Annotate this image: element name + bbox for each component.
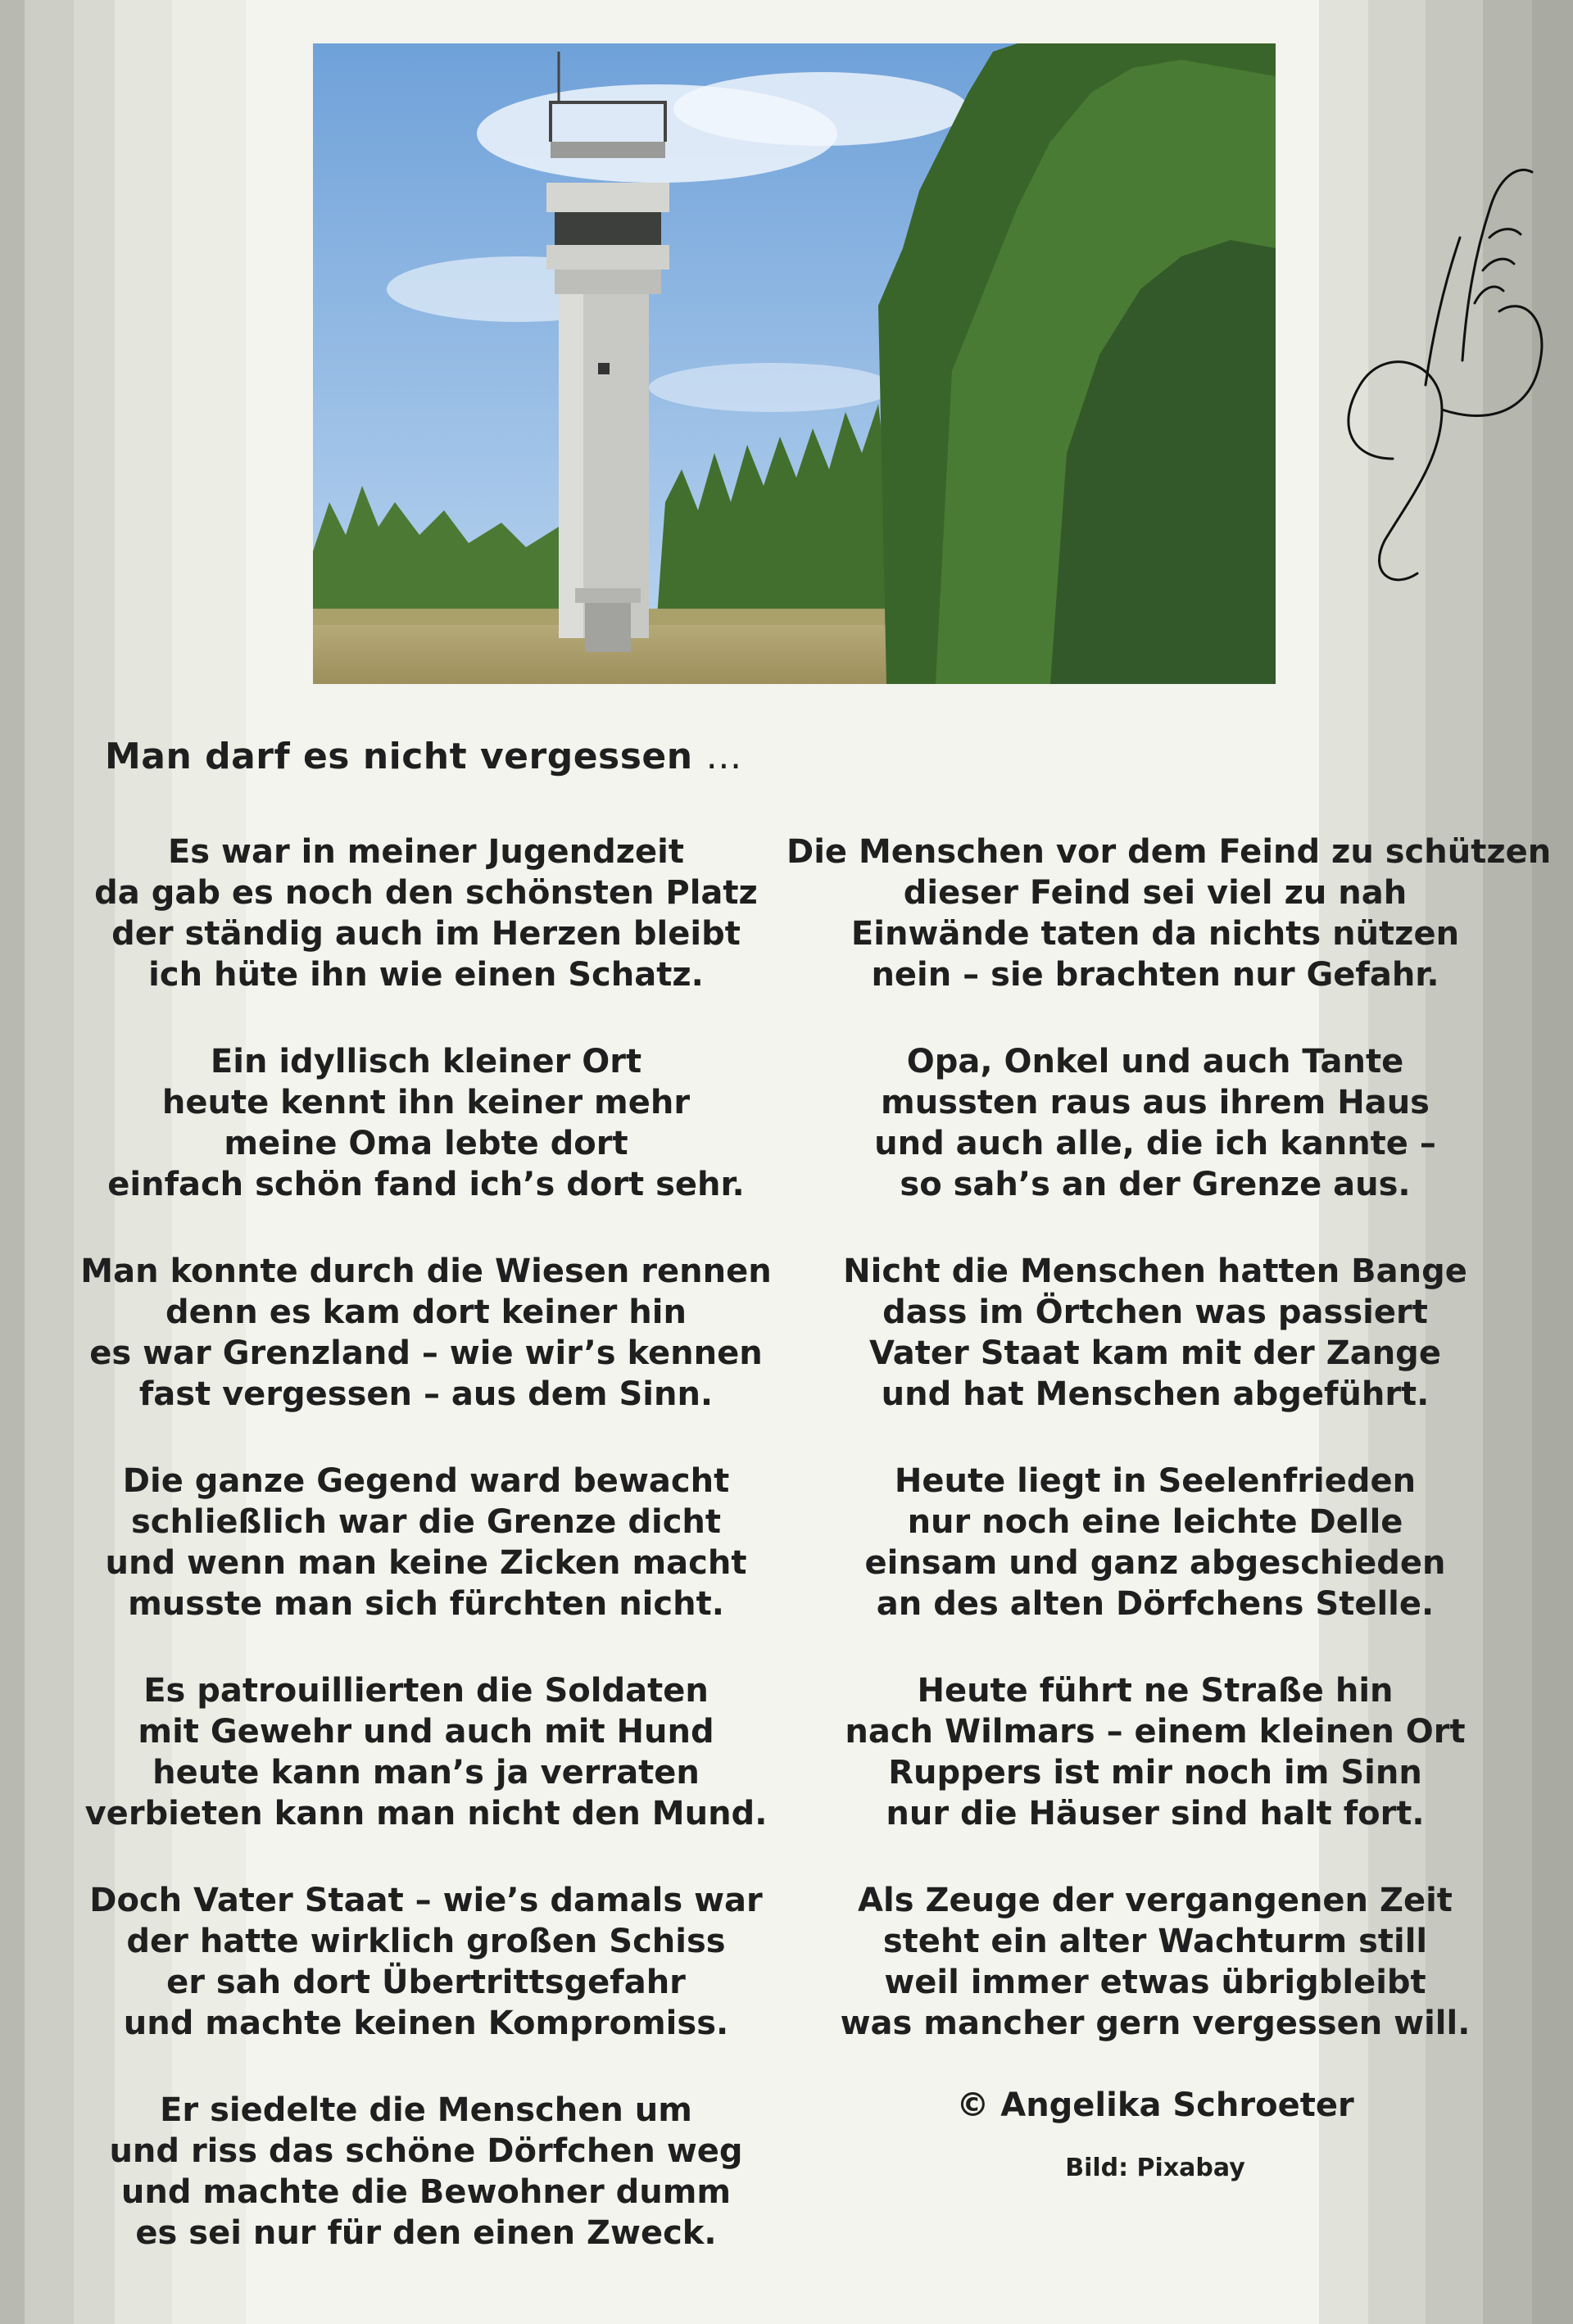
poem-line: und hat Menschen abgeführt. (881, 1375, 1430, 1413)
poem-line: meine Oma lebte dort (224, 1125, 628, 1162)
poem-line: Heute liegt in Seelenfrieden (894, 1462, 1417, 1500)
poem-line: so sah’s an der Grenze aus. (900, 1166, 1411, 1203)
poem-left-column (57, 831, 795, 2299)
poem-title (105, 736, 742, 777)
poem-line: Vater Staat kam mit der Zange (869, 1334, 1441, 1372)
poem-line: und machte die Bewohner dumm (120, 2173, 732, 2211)
poem-line: da gab es noch den schönsten Platz (94, 874, 758, 912)
poem-title-text: Man darf es nicht vergessen (105, 736, 693, 777)
poem-stanza (57, 1461, 795, 1624)
poem-line: ich hüte ihn wie einen Schatz. (148, 956, 704, 994)
poem-stanza (57, 1670, 795, 1834)
poem-stanza (57, 1251, 795, 1415)
poem-line: es sei nur für den einen Zweck. (135, 2214, 717, 2252)
poem-line: Als Zeuge der vergangenen Zeit (858, 1882, 1453, 1919)
poem-line: heute kennt ihn keiner mehr (161, 1084, 691, 1121)
poem-line: Ruppers ist mir noch im Sinn (888, 1754, 1422, 1792)
poem-line: nur die Häuser sind halt fort. (886, 1795, 1425, 1832)
poem-line: der ständig auch im Herzen bleibt (111, 915, 741, 953)
poem-line: Er siedelte die Menschen um (160, 2091, 692, 2129)
poem-line: Einwände taten da nichts nützen (850, 915, 1460, 953)
poem-line: und wenn man keine Zicken macht (105, 1544, 747, 1582)
poem-stanza (57, 1041, 795, 1205)
poem-stanza (786, 1670, 1524, 1834)
watchtower-photo (313, 43, 1276, 684)
poem-stanza (786, 1461, 1524, 1624)
poem-line: an des alten Dörfchens Stelle. (876, 1585, 1435, 1623)
poem-line: Es war in meiner Jugendzeit (167, 833, 685, 871)
poem-line: nach Wilmars – einem kleinen Ort (845, 1713, 1466, 1751)
picture-credit: Bild: Pixabay (1065, 2154, 1245, 2182)
poem-line: und machte keinen Kompromiss. (123, 2005, 729, 2042)
poem-line: Die ganze Gegend ward bewacht (122, 1462, 730, 1500)
poem-line: schließlich war die Grenze dicht (131, 1503, 721, 1541)
poem-line: einfach schön fand ich’s dort sehr. (107, 1166, 745, 1203)
poem-stanza (786, 1041, 1524, 1205)
signature-logo (1278, 115, 1573, 623)
poem-stanza (786, 1880, 1524, 2044)
poem-line: fast vergessen – aus dem Sinn. (138, 1375, 714, 1413)
poem-line: dass im Örtchen was passiert (882, 1293, 1428, 1331)
poem-title-ellipsis: … (705, 736, 742, 777)
poem-line: er sah dort Übertrittsgefahr (166, 1964, 686, 2001)
poem-line: und auch alle, die ich kannte – (874, 1125, 1436, 1162)
poem-line: Man konnte durch die Wiesen rennen (80, 1253, 772, 1290)
watchtower-illustration (313, 43, 1276, 684)
author-credit: © Angelika Schroeter (956, 2086, 1354, 2124)
poem-line: denn es kam dort keiner hin (165, 1293, 687, 1331)
poem-line: Heute führt ne Straße hin (917, 1672, 1394, 1710)
poem-line: was mancher gern vergessen will. (840, 2005, 1471, 2042)
poem-stanza (786, 1251, 1524, 1415)
poem-right-column (786, 831, 1552, 2185)
poem-line: mussten raus aus ihrem Haus (881, 1084, 1430, 1121)
poem-line: es war Grenzland – wie wir’s kennen (89, 1334, 763, 1372)
poem-line: Es patrouillierten die Soldaten (143, 1672, 709, 1710)
poem-line: Die Menschen vor dem Feind zu schützen (786, 833, 1552, 871)
poem-stanza (57, 2090, 795, 2254)
poem-line: mit Gewehr und auch mit Hund (138, 1713, 714, 1751)
poem-line: heute kann man’s ja verraten (152, 1754, 700, 1792)
poem-stanza (786, 831, 1552, 995)
poem-line: nein – sie brachten nur Gefahr. (871, 956, 1439, 994)
poem-line: steht ein alter Wachturm still (882, 1923, 1428, 1960)
poem-stanza (57, 831, 795, 995)
poem-line: verbieten kann man nicht den Mund. (84, 1795, 768, 1832)
poem-line: und riss das schöne Dörfchen weg (109, 2132, 743, 2170)
poem-stanza (57, 1880, 795, 2044)
poem-line: einsam und ganz abgeschieden (864, 1544, 1446, 1582)
poem-line: Opa, Onkel und auch Tante (906, 1043, 1404, 1080)
poem-line: weil immer etwas übrigbleibt (884, 1964, 1426, 2001)
poem-line: dieser Feind sei viel zu nah (903, 874, 1408, 912)
poem-line: Nicht die Menschen hatten Bange (843, 1253, 1467, 1290)
poem-line: nur noch eine leichte Delle (907, 1503, 1403, 1541)
poem-line: der hatte wirklich großen Schiss (126, 1923, 726, 1960)
poem-line: Ein idyllisch kleiner Ort (210, 1043, 642, 1080)
poem-line: musste man sich fürchten nicht. (128, 1585, 724, 1623)
poem-line: Doch Vater Staat – wie’s damals war (89, 1882, 763, 1919)
